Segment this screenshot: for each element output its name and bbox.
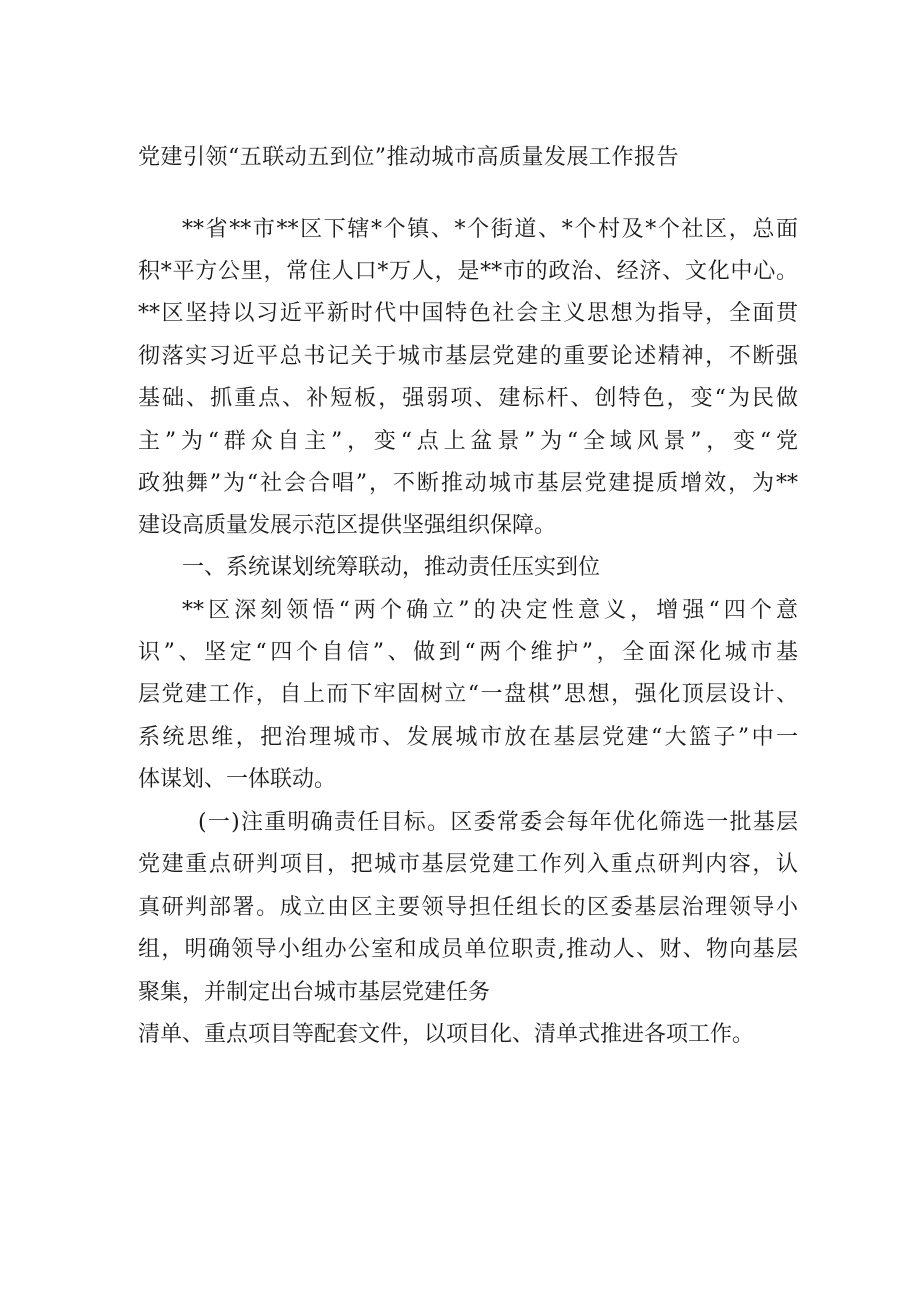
paragraph-line: 积*平方公里，常住人口*万人，是**市的政治、经济、文化中心。 [138, 259, 798, 284]
section-heading: 一、系统谋划统筹联动，推动责任压实到位 [182, 555, 601, 580]
document-title: 党建引领“五联动五到位”推动城市高质量发展工作报告 [138, 145, 679, 170]
paragraph-line: 聚集，并制定出台城市基层党建任务 [138, 980, 491, 1005]
paragraph-line: 组，明确领导小组办公室和成员单位职责,推动人、财、物向基层 [138, 937, 798, 962]
paragraph-line: **区坚持以习近平新时代中国特色社会主义思想为指导，全面贯 [138, 301, 798, 326]
paragraph-line: 体谋划、一体联动。 [138, 767, 337, 792]
paragraph-line: 识”、坚定“四个自信”、做到“两个维护”，全面深化城市基 [138, 640, 798, 665]
paragraph-line: 层党建工作，自上而下牢固树立“一盘棋”思想，强化顶层设计、 [138, 682, 798, 707]
paragraph-line: **省**市**区下辖*个镇、*个街道、*个村及*个社区，总面 [182, 217, 798, 242]
paragraph-line: 政独舞”为“社会合唱”，不断推动城市基层党建提质增效，为** [138, 471, 798, 496]
paragraph-line: 系统思维，把治理城市、发展城市放在基层党建“大篮子”中一 [138, 725, 798, 750]
paragraph-line: 清单、重点项目等配套文件，以项目化、清单式推进各项工作。 [138, 1022, 755, 1047]
paragraph-line: 建设高质量发展示范区提供坚强组织保障。 [138, 513, 557, 538]
paragraph-line: 彻落实习近平总书记关于城市基层党建的重要论述精神，不断强 [138, 344, 798, 369]
paragraph-line: **区深刻领悟“两个确立”的决定性意义，增强“四个意 [182, 598, 798, 623]
paragraph-line: 主”为“群众自主”，变“点上盆景”为“全域风景”，变“党 [138, 429, 798, 454]
paragraph-line: 基础、抓重点、补短板，强弱项、建标杆、创特色，变“为民做 [138, 386, 798, 411]
paragraph-line: (一)注重明确责任目标。区委常委会每年优化筛选一批基层 [198, 810, 798, 835]
paragraph-line: 党建重点研判项目，把城市基层党建工作列入重点研判内容，认 [138, 852, 798, 877]
paragraph-line: 真研判部署。成立由区主要领导担任组长的区委基层治理领导小 [138, 895, 798, 920]
